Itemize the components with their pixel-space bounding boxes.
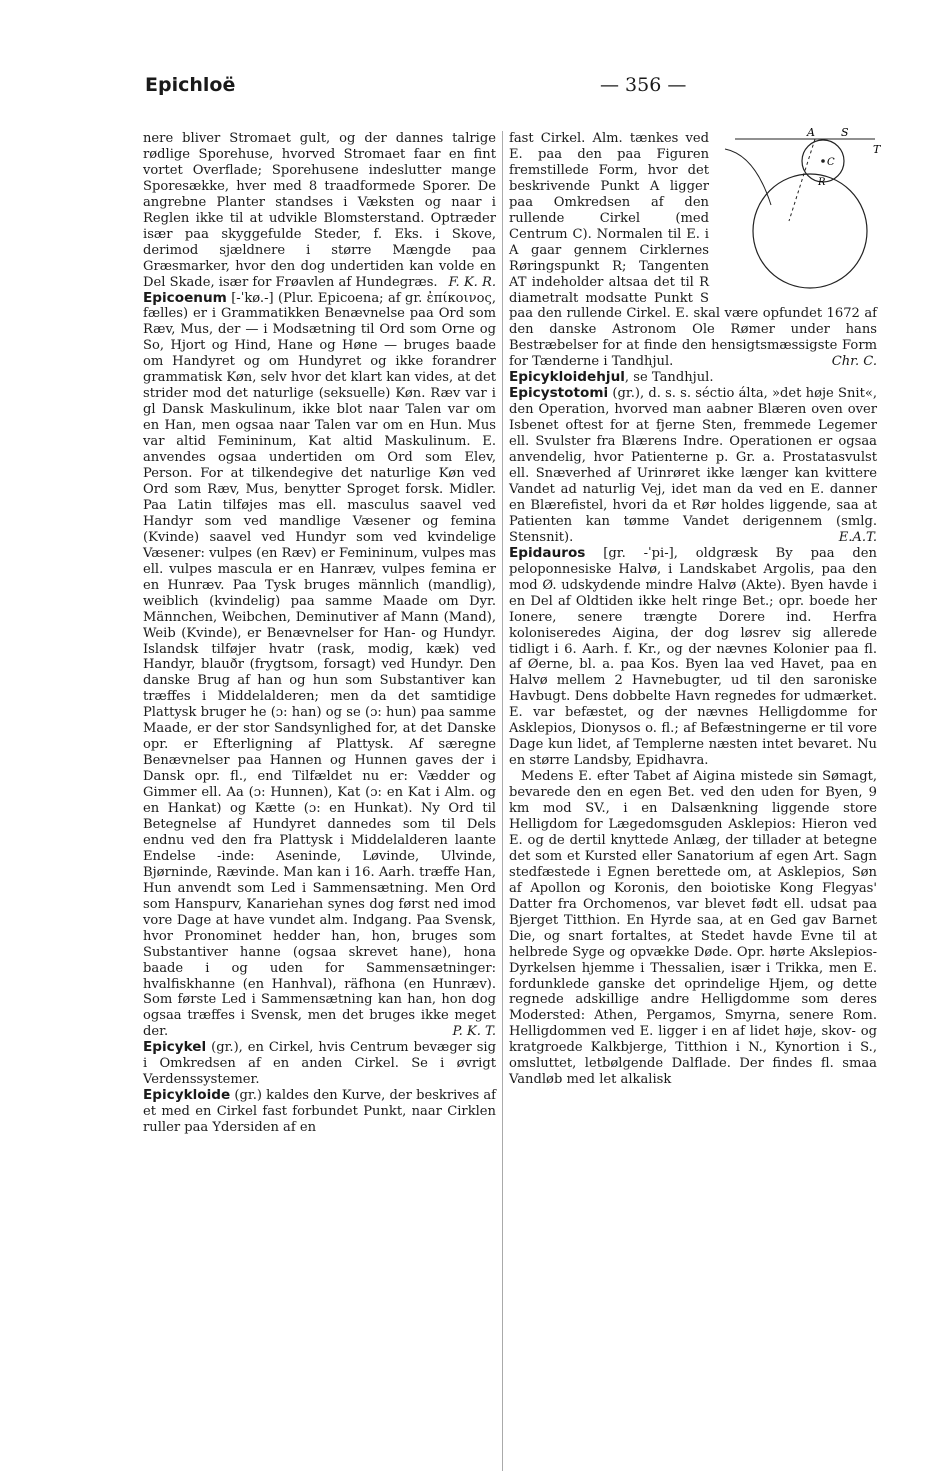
author-signature: P. K. T. [452,1024,496,1040]
center-point [821,159,825,163]
entry-epicykloide: Epicykloide (gr.) kaldes den Kurve, der beskrives af et med en Cirkel fast forbundet Punkt, naar Cirklen ruller paa Ydersiden af en [143,1087,496,1136]
page-header [145,74,885,104]
headword: Epicykloidehjul [509,369,625,386]
label-a: A [807,126,815,139]
fixed-circle [753,174,867,288]
author-signature: F. K. R. [448,274,496,290]
entry-continuation: A S T C R fast Cirkel. Alm. tænkes ved E. paa den paa Figuren fremstillede Form, hvor det beskrivende Punkt A ligger paa Omkredsen af den rullende Cirkel (med Centrum C). Normalen til E. i A gaar gennem Cirklernes Røringspunkt R; Tangenten AT indeholder altsaa det til R diametralt modsatte Punkt S paa den rullende Cirkel. E. skal være opfundet 1672 af den danske Astronom Ole Rømer under hans Bestræbelser for at finde den hensigtsmæssigste Form for Tænderne i Tandhjul. Chr. C. [509,131,877,370]
page-number: — 356 — [600,74,687,96]
epicycloid-figure [715,126,883,297]
label-t: T [873,143,881,156]
headword: Epicystotomi [509,385,609,402]
headword: Epicykel [143,1039,207,1056]
left-column [143,131,496,1136]
headword: Epidauros [509,544,586,561]
entry-epidauros-continued: Medens E. efter Tabet af Aigina mistede sin Sømagt, bevarede den en egen Bet. ved den uden for Byen, 9 km mod SV., i en Dalsænkning liggende store Helligdom for Lægedomsguden Asklepios: Hieron ved E. og de dertil knyttede Anlæg, der tillader at betegne det som et Kursted eller Sanatorium af egen Art. Sagn stedfæstede i Egnen berettede om, at Asklepios, Søn af Apollon og Koronis, den boiotiske Kong Flegyas' Datter fra Orchomenos, var blevet født ell. udsat paa Bjerget Titthion. En Hyrde saa, at en Ged gav Barnet Die, og snart fortaltes, at Stedet havde Evne til at helbrede Syge og opvække Døde. Opr. hørte Akslepios-Dyrkelsen hjemme i Thessalien, især i Trikka, men E. fordunklede ganske det oprindelige Hjem, og dette regnede adskillige andre Helligdomme som deres Modersted: Athen, Pergamos, Smyrna, senere Rom. Helligdommen ved E. ligger i en af lidet høje, skov- og kratgroede Kalkbjerge, Titthion i N., Kynortion i S., omsluttet, letbølgende Dalflade. Der findes fl. smaa Vandløb med let alkalisk [509,769,877,1088]
label-r: R [818,177,826,188]
headword: Epicoenum [143,289,227,306]
right-column [509,126,881,1088]
author-signature: Chr. C. [831,354,877,370]
label-s: S [841,126,849,139]
author-signature: E.A.T. [838,529,877,545]
epicycloid-diagram [715,126,883,297]
entry-epicykel: Epicykel (gr.), en Cirkel, hvis Centrum bevæger sig i Omkredsen af en anden Cirkel. Se i øvrigt Verdenssystemer. [143,1039,496,1088]
entry-epicykloidehjul: Epicykloidehjul, se Tandhjul. [509,369,714,386]
label-c: C [827,157,835,168]
headword: Epicykloide [143,1087,231,1104]
entry-epicoenum: Epicoenum [-ˈkø.-] (Plur. Epicoena; af gr. ἐπίκοινος, fælles) er i Grammatikken Benævnelse paa Ord som Ræv, Mus, der — i Modsætning til Ord som Orne og So, Hjort og Hind, Hane og Høne — bruges baade om Handyret og om Hundyret og ikke forandrer grammatisk Køn, selv hvor det klart kan vides, at det strider mod det naturlige (seksuelle) Køn. Ræv var i gl Dansk Maskulinum, ikke blot naar Talen var om en Han, men ogsaa naar Talen var om en Hun. Mus var altid Femininum, Kat altid Maskulinum. E. anvendes ogsaa undertiden om Ord som Elev, Person. For at tilkendegive det naturlige Køn ved Ord som Ræv, Mus, benytter Sproget forsk. Midler. Paa Latin tilføjes mas ell. masculus saavel ved Handyr som ved mandlige Væsener og femina (Kvinde) saavel ved Hundyr som ved kvindelige Væsener: vulpes (en Ræv) er Femininum, vulpes mas ell. vulpes mascula er en Hanræv, vulpes femina er en Hunræv. Paa Tysk bruges männlich (mandlig), weiblich (kvindelig) paa samme Maade om Dyr. Männchen, Weibchen, Deminutiver af Mann (Mand), Weib (Kvinde), er Benævnelser for Han- og Hundyr. Islandsk tilføjer hvatr (rask, modig, kæk) ved Handyr, blauðr (frygtsom, forsagt) ved Hundyr. Den danske Brug af han og hun som Substantiver kan træffes i Middelalderen; men da det samtidige Plattysk bruger he (ɔ: han) og se (ɔ: hun) paa samme Maade, er der stor Sandsynlighed for, at det Danske opr. er Efterligning af Plattysk. Af særegne Benævnelser paa Hannen og Hunnen gaves der i Dansk opr. fl., end Tilfældet nu er: Vædder og Gimmer ell. Aa (ɔ: Hunnen), Kat (ɔ: en Kat i Alm. og en Hankat) og Kætte (ɔ: en Hunkat). Ny Ord til Betegnelse af Hundyret dannedes som til Dels endnu ved den fra Plattysk i Middelalderen laante Endelse -inde: Aseninde, Løvinde, Ulvinde, Bjørninde, Rævinde. Man kan i 16. Aarh. træffe Han, Hun anvendt som Led i Sammensætning. Men Ord som Hanspurv, Kanariehan synes dog først ned imod vore Dage at have vundet alm. Indgang. Paa Svensk, hvor Pronominet hedder han, hon, bruges som Substantiver hanne (ogsaa skrevet hane), hona baade i og uden for Sammensætninger: hvalfiskhanne (en Hanhval), räfhona (en Hunræv). Som første Led i Sammensætning kan han, hon dog ogsaa træffes i Svensk, men det bruges ikke meget der. P. K. T. [143,289,496,1040]
entry-epidauros: Epidauros [gr. -ˈpi-], oldgræsk By paa den peloponnesiske Halvø, i Landskabet Argolis, paa den mod Ø. udskydende mindre Halvø (Akte). Byen havde i en Del af Oldtiden ikke helt ringe Bet.; opr. boede her Ionere, senere trængte Dorere ind. Herfra koloniseredes Aigina, der dog løsrev sig allerede tidligt i 6. Aarh. f. Kr., og der nævnes Kolonier paa fl. af Øerne, bl. a. paa Kos. Byen laa ved Havet, paa en Halvø mellem 2 Havnebugter, ud til den saroniske Havbugt. Dens dobbelte Havn regnedes for udmærket. E. var befæstet, og der nævnes Helligdomme for Asklepios, Dionysos o. fl.; af Befæstningerne er til vore Dage kun lidet, af Templerne næsten intet bevaret. Nu en større Landsby, Epidhavra. [509,544,877,769]
entry-paragraph: nere bliver Stromaet gult, og der dannes talrige rødlige Sporehuse, hvorved Stromaet faar en fint vortet Overflade; Sporehusene indeslutter mange Sporesække, hver med 8 traadformede Sporer. De angrebne Planter standses i Væksten og naar i Reglen ikke til at udvikle Blomsterstand. Optræder især paa skyggefulde Steder, f. Eks. i Skove, derimod sjældnere i større Mængde paa Græsmarker, hvor den dog undertiden kan volde en Del Skade, især for Frøavlen af Hundegræs. F. K. R. [143,131,496,290]
entry-epicystotomi: Epicystotomi (gr.), d. s. s. séctio álta, »det høje Snit«, den Operation, hvorved man aabner Blæren oven over Isbenet oftest for at fjerne Sten, fremmede Legemer ell. Svulster fra Blærens Indre. Operationen er ogsaa anvendelig, hvor Patienterne p. Gr. a. Prostatasvulst ell. Snæverhed af Urinrøret ikke længer kan kvittere Vandet ad naturlig Vej, idet man da ved en E. danner en Blærefistel, hvori da et Rør holdes liggende, saa at Patienten kan tømme Vandet derigennem (smlg. Stensnit). E.A.T. [509,385,877,545]
normal-line [789,139,815,221]
running-head-word: Epichloë [145,74,236,96]
column-divider [502,131,503,1471]
